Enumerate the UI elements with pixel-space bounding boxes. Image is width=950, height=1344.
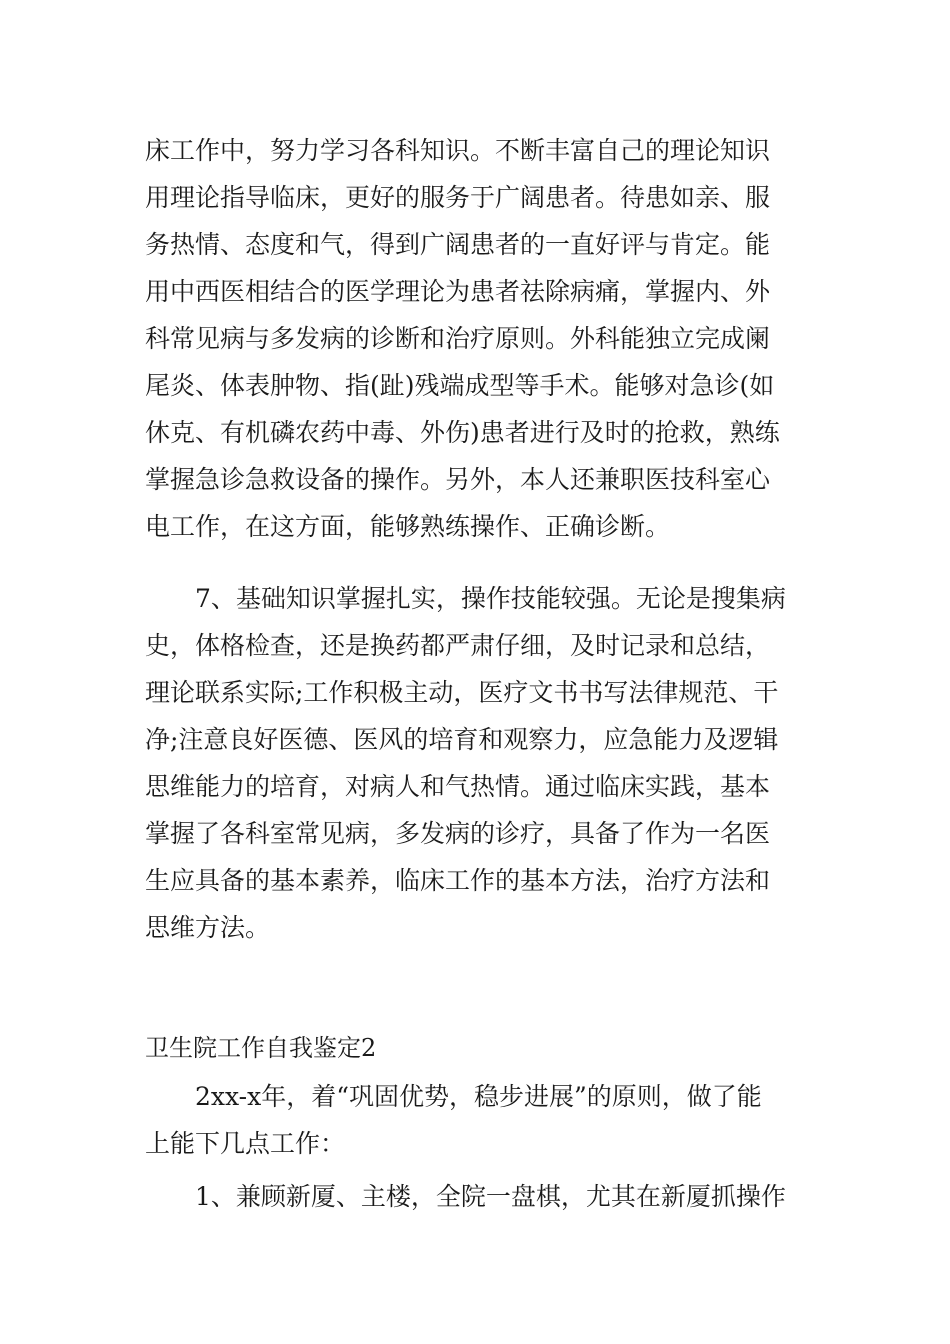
paragraph-2-line-7: 生应具备的基本素养，临床工作的基本方法，治疗方法和 — [145, 866, 771, 895]
paragraph-2-line-4: 净;注意良好医德、医风的培育和观察力，应急能力及逻辑 — [145, 725, 779, 754]
paragraph-2-line-1: 7、基础知识掌握扎实，操作技能较强。无论是搜集病 — [195, 584, 786, 613]
paragraph-1-line-5: 科常见病与多发病的诊断和治疗原则。外科能独立完成阑 — [145, 324, 771, 353]
paragraph-2-line-2: 史，体格检查，还是换药都严肃仔细，及时记录和总结， — [145, 631, 771, 660]
paragraph-1-line-1: 床工作中，努力学习各科知识。不断丰富自己的理论知识 — [145, 136, 771, 165]
paragraph-2-line-5: 思维能力的培育，对病人和气热情。通过临床实践，基本 — [145, 772, 771, 801]
paragraph-1-line-8: 掌握急诊急救设备的操作。另外，本人还兼职医技科室心 — [145, 465, 771, 494]
paragraph-1-line-4: 用中西医相结合的医学理论为患者祛除病痛，掌握内、外 — [145, 277, 771, 306]
paragraph-3-line-2: 上能下几点工作： — [145, 1129, 346, 1158]
section-title: 卫生院工作自我鉴定2 — [145, 1034, 377, 1062]
paragraph-2-line-8: 思维方法。 — [145, 913, 271, 942]
paragraph-1-line-2: 用理论指导临床，更好的服务于广阔患者。待患如亲、服 — [145, 183, 771, 212]
paragraph-1-line-6: 尾炎、体表肿物、指(趾)残端成型等手术。能够对急诊(如 — [145, 371, 775, 400]
paragraph-1-line-9: 电工作，在这方面，能够熟练操作、正确诊断。 — [145, 512, 671, 541]
paragraph-2-line-6: 掌握了各科室常见病，多发病的诊疗，具备了作为一名医 — [145, 819, 771, 848]
paragraph-2-line-3: 理论联系实际;工作积极主动，医疗文书书写法律规范、干 — [145, 678, 779, 707]
paragraph-1-line-7: 休克、有机磷农药中毒、外伤)患者进行及时的抢救，熟练 — [145, 418, 780, 447]
paragraph-3-line-1: 2xx-x年，着“巩固优势，稳步进展”的原则，做了能 — [195, 1082, 762, 1111]
paragraph-4-line-1: 1、兼顾新厦、主楼，全院一盘棋，尤其在新厦抓操作 — [195, 1182, 786, 1211]
paragraph-1-line-3: 务热情、态度和气，得到广阔患者的一直好评与肯定。能 — [145, 230, 771, 259]
